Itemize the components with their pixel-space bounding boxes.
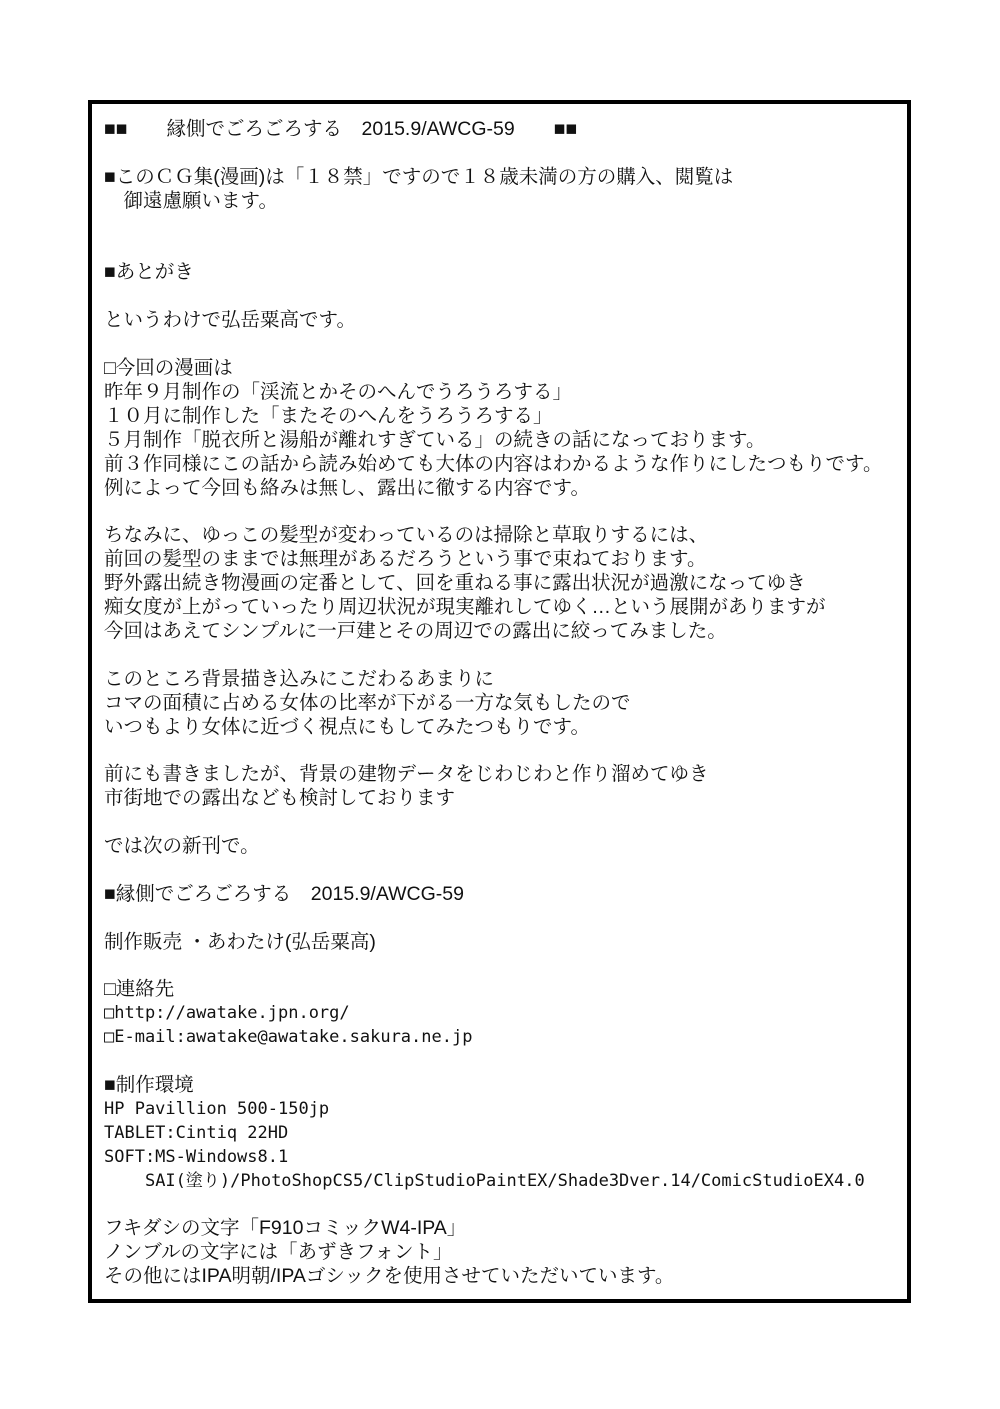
text-line: このところ背景描き込みにこだわるあまりに [104, 667, 495, 690]
text-line: 痴女度が上がっていったり周辺状況が現実離れしてゆく…という展開がありますが [104, 596, 826, 619]
text-line: ノンブルの文字には「あずきフォント」 [104, 1241, 453, 1264]
blank-line [104, 285, 903, 309]
text-line: ■あとがき [104, 261, 194, 284]
text-line: 御遠慮願います。 [104, 189, 278, 212]
text-line: SAI(塗り)/PhotoShopCS5/ClipStudioPaintEX/Shade3Dver.14/ComicStudioEX4.0 [104, 1170, 865, 1191]
blank-line [104, 142, 903, 166]
text-line: というわけで弘岳粟高です。 [104, 309, 356, 332]
text-line: ちなみに、ゆっこの髪型が変わっているのは掃除と草取りするには、 [104, 524, 709, 547]
text-line: 市街地での露出なども検討しております [104, 787, 456, 810]
blank-line [104, 739, 903, 763]
text-line: その他にはIPA明朝/IPAゴシックを使用させていただいています。 [104, 1265, 675, 1288]
text-line: ■縁側でごろごろする 2015.9/AWCG-59 [104, 882, 464, 905]
text-line: □http://awatake.jpn.org/ [104, 1003, 350, 1024]
text-line: 前にも書きましたが、背景の建物データをじわじわと作り溜めてゆき [104, 763, 709, 786]
text-line: 野外露出続き物漫画の定番として、回を重ねる事に露出状況が過激になってゆき [104, 572, 806, 595]
blank-line [104, 859, 903, 883]
text-line: □連絡先 [104, 978, 175, 1001]
text-line: 昨年９月制作の「渓流とかそのへんでうろうろする」 [104, 380, 573, 403]
text-line: フキダシの文字「F910コミックW4-IPA」 [104, 1217, 467, 1240]
blank-line [104, 644, 903, 668]
text-line: ■制作環境 [104, 1074, 194, 1097]
text-line: HP Pavillion 500-150jp [104, 1098, 330, 1119]
text-line: 前回の髪型のままでは無理があるだろうという事で束ねております。 [104, 548, 707, 571]
blank-line [104, 811, 903, 835]
blank-line [104, 333, 903, 357]
text-line: 今回はあえてシンプルに一戸建とその周辺での露出に絞ってみました。 [104, 619, 727, 642]
text-line: 前３作同様にこの話から読み始めても大体の内容はわかるような作りにしたつもりです。 [104, 452, 883, 475]
text-line: □今回の漫画は [104, 356, 233, 379]
text-line: ５月制作「脱衣所と湯船が離れすぎている」の続きの話になっております。 [104, 428, 766, 451]
blank-line [104, 955, 903, 979]
text-line: □E-mail:awatake@awatake.sakura.ne.jp [104, 1027, 473, 1048]
blank-line [104, 1194, 903, 1218]
text-line: １０月に制作した「またそのへんをうろうろする」 [104, 404, 553, 427]
border-frame [88, 100, 911, 1303]
afterword-text [104, 118, 903, 1299]
text-line: 例によって今回も絡みは無し、露出に徹する内容です。 [104, 476, 590, 499]
blank-line [104, 214, 903, 238]
text-line: いつもより女体に近づく視点にもしてみたつもりです。 [104, 715, 590, 738]
text-line: コマの面積に占める女体の比率が下がる一方な気もしたので [104, 691, 631, 714]
blank-line [104, 907, 903, 931]
text-line: ■■ 縁側でごろごろする 2015.9/AWCG-59 ■■ [104, 118, 578, 140]
text-line: 制作販売 ・あわたけ(弘岳粟高) [104, 930, 376, 953]
text-line: では次の新刊で。 [104, 835, 260, 858]
text-line: ■このＣＧ集(漫画)は「１８禁」ですので１８歳未満の方の購入、閲覧は [104, 165, 734, 188]
blank-line [104, 500, 903, 524]
text-line: SOFT:MS-Windows8.1 [104, 1146, 289, 1167]
text-line: TABLET:Cintiq 22HD [104, 1122, 289, 1143]
blank-line [104, 1050, 903, 1074]
blank-line [104, 238, 903, 262]
